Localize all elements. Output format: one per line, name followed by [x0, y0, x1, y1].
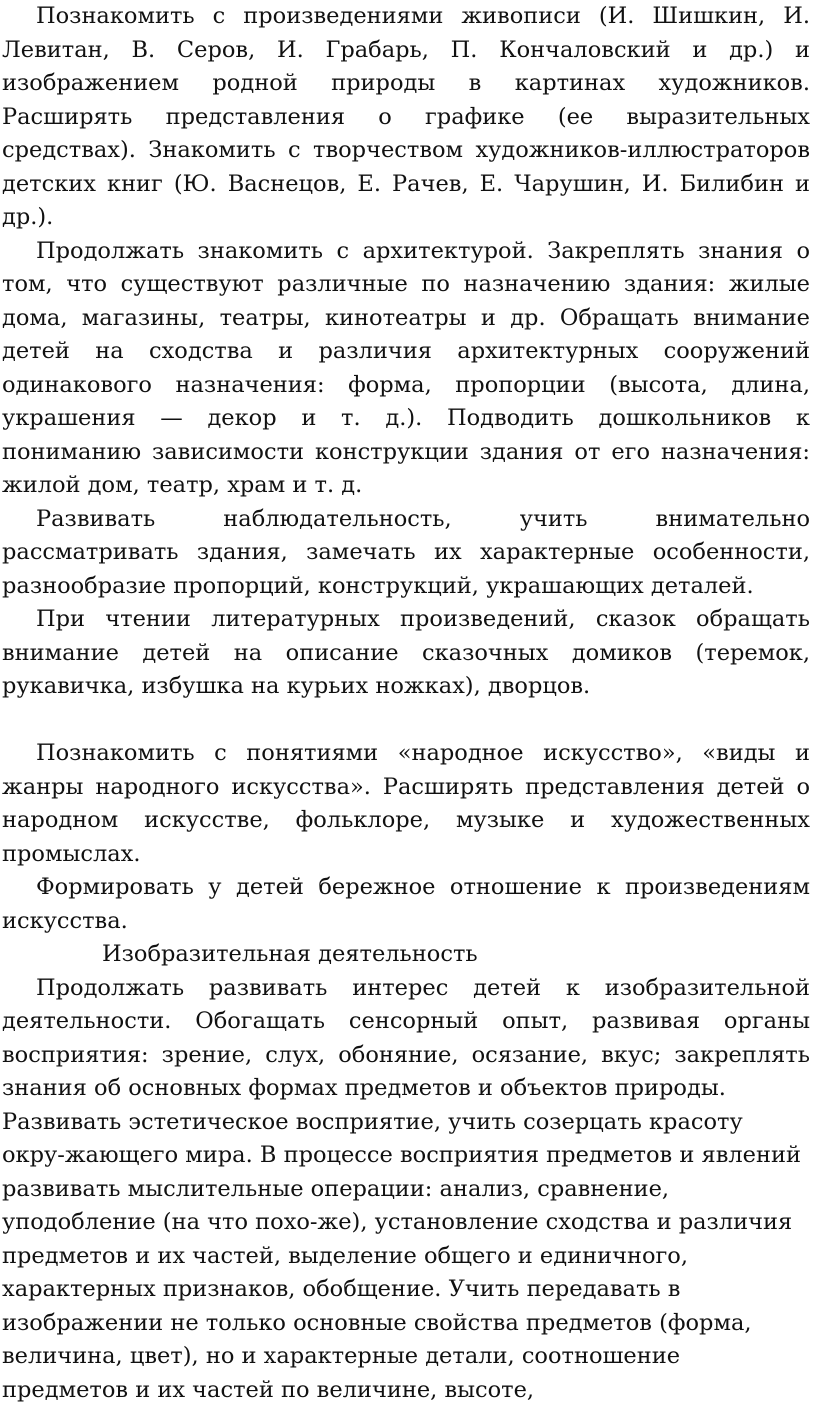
paragraph-painting: Познакомить с произведениями живописи (И. Шишкин, И. Левитан, В. Серов, И. Грабарь, П. Кончаловский и др.) и изображением родной природы в картинах художников. Расширять представления о графике (ее выразительных средствах). Знакомить с творчеством художников-иллюстраторов детских книг (Ю. Васнецов, Е. Рачев, Е. Чарушин, И. Билибин и др.).: [2, 0, 810, 235]
text-block-bottom: [2, 972, 810, 1407]
paragraph-visual-activity: Продолжать развивать интерес детей к изобразительной деятельности. Обогащать сенсорный опыт, развивая органы восприятия: зрение, слух, обоняние, осязание, вкус; закреплять знания об основных формах предметов и объектов природы.: [2, 972, 810, 1106]
paragraph-folk-art: Познакомить с понятиями «народное искусство», «виды и жанры народного искусства». Расширять представления детей о народном искусстве, фольклоре, музыке и художественных промыслах.: [2, 737, 810, 871]
text-block-top: [2, 0, 810, 704]
paragraph-architecture: Продолжать знакомить с архитектурой. Закреплять знания о том, что существуют различные по назначению здания: жилые дома, магазины, театры, кинотеатры и др. Обращать внимание детей на сходства и различия архитектурных сооружений одинакового назначения: форма, пропорции (высота, длина, украшения — декор и т. д.). Подводить дошкольников к пониманию зависимости конструкции здания от его назначения: жилой дом, театр, храм и т. д.: [2, 235, 810, 503]
paragraph-aesthetic-perception: Развивать эстетическое восприятие, учить созерцать красоту окру-жающего мира. В процессе восприятия предметов и явлений развивать мыслительные операции: анализ, сравнение, уподобление (на что похо-же), установление сходства и различия предметов и их частей, выделение общего и единичного, характерных признаков, обобщение. Учить передавать в изображении не только основные свойства предметов (форма, величина, цвет), но и характерные детали, соотношение предметов и их частей по величине, высоте,: [2, 1106, 810, 1407]
section-heading: Изобразительная деятельность: [2, 938, 810, 972]
paragraph-observation: Развивать наблюдательность, учить внимательно рассматривать здания, замечать их характерные особенности, разнообразие пропорций, конструкций, украшающих деталей.: [2, 503, 810, 604]
paragraph-care: Формировать у детей бережное отношение к произведениям искусства.: [2, 871, 810, 938]
paragraph-literature: При чтении литературных произведений, сказок обращать внимание детей на описание сказочных домиков (теремок, рукавичка, избушка на курьих ножках), дворцов.: [2, 603, 810, 704]
text-block-middle: [2, 737, 810, 938]
blank-line: [2, 704, 810, 738]
